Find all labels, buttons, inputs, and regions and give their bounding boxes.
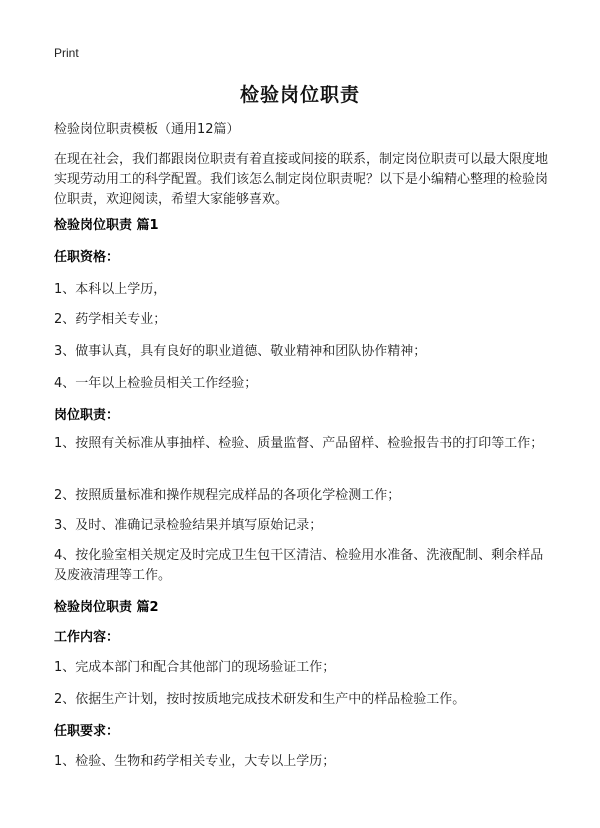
list-item: 1、检验、生物和药学相关专业，大专以上学历；: [54, 754, 336, 769]
print-link[interactable]: Print: [54, 46, 79, 60]
list-item: 3、及时、准确记录检验结果并填写原始记录；: [54, 518, 323, 533]
list-item: 2、按照质量标准和操作规程完成样品的各项化学检测工作；: [54, 488, 401, 503]
list-item: 4、一年以上检验员相关工作经验；: [54, 376, 258, 391]
page-title: 检验岗位职责: [239, 84, 360, 106]
requirements-heading: 任职要求：: [54, 724, 120, 739]
duties-heading: 岗位职责：: [54, 408, 120, 423]
qualifications-heading: 任职资格：: [54, 250, 120, 265]
intro-paragraph: 在现在社会，我们都跟岗位职责有着直接或间接的联系，制定岗位职责可以最大限度地实现劳动用工的科学配置。我们该怎么制定岗位职责呢？以下是小编精心整理的检验岗位职责，欢迎阅读，希望大家能够喜欢。: [54, 152, 549, 207]
section1-title: 检验岗位职责 篇1: [54, 218, 159, 233]
list-item: 1、本科以上学历，: [54, 282, 167, 297]
content-heading: 工作内容：: [54, 630, 120, 645]
subtitle: 检验岗位职责模板（通用12篇）: [54, 122, 240, 137]
list-item: 1、完成本部门和配合其他部门的现场验证工作；: [54, 660, 336, 675]
list-item: 1、按照有关标准从事抽样、检验、质量监督、产品留样、检验报告书的打印等工作；: [54, 436, 544, 451]
list-item: 2、依据生产计划，按时按质地完成技术研发和生产中的样品检验工作。: [54, 692, 466, 707]
list-item: 4、按化验室相关规定及时完成卫生包干区清洁、检验用水准备、洗液配制、剩余样品及废液清理等工作。: [54, 548, 544, 583]
list-item: 2、药学相关专业；: [54, 312, 167, 327]
section2-title: 检验岗位职责 篇2: [54, 600, 159, 615]
list-item: 3、做事认真，具有良好的职业道德、敬业精神和团队协作精神；: [54, 344, 427, 359]
